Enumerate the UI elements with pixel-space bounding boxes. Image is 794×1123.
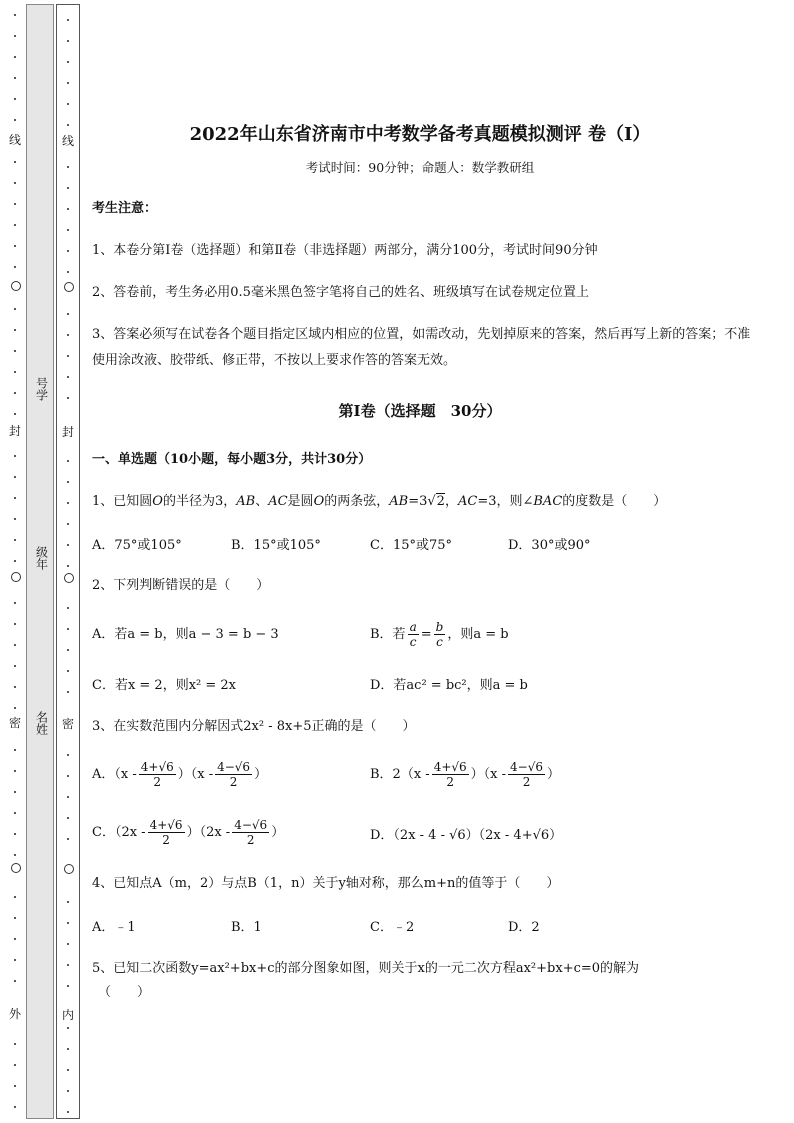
q3-c-fraction-2 [232, 818, 269, 847]
label-text: 名姓 [34, 711, 49, 735]
q3-a-text: ）（x - [177, 767, 214, 782]
binding-dot [14, 329, 16, 331]
question-2-stem: 2、下列判断错误的是（ ） [92, 578, 270, 593]
binding-dot [14, 224, 16, 226]
binding-dot [14, 938, 16, 940]
binding-dot [14, 917, 16, 919]
binding-dot [14, 770, 16, 772]
q1-option-a[interactable]: A．75°或105° [92, 538, 182, 553]
binding-dot [67, 124, 69, 126]
binding-margin [0, 0, 82, 1123]
binding-dot [14, 56, 16, 58]
q1-var-o: O [313, 494, 325, 509]
binding-dot [14, 749, 16, 751]
binding-dot [14, 14, 16, 16]
q1-var-ab: AB [389, 494, 409, 509]
binding-dot [67, 901, 69, 903]
margin-char-xian: 线 [61, 134, 74, 148]
binding-dot [14, 245, 16, 247]
binding-dot [14, 308, 16, 310]
question-3-stem: 3、在实数范围内分解因式2x² - 8x+5正确的是（ ） [92, 719, 416, 734]
q3-option-b[interactable] [370, 760, 560, 789]
part-title: 一、单选题（10小题，每小题3分，共计30分） [92, 452, 372, 467]
frac-num: b [435, 620, 444, 634]
q1-var-ac: AC [457, 494, 478, 509]
binding-dot [14, 959, 16, 961]
binding-dot [14, 119, 16, 121]
binding-dot [67, 271, 69, 273]
binding-dot [67, 313, 69, 315]
binding-dot [67, 775, 69, 777]
label-student-number [27, 377, 55, 405]
binding-dot [67, 61, 69, 63]
q3-a-text: A．（x - [92, 767, 137, 782]
q1-text: 的两条弦， [324, 494, 390, 509]
q2-b-fraction-1 [408, 620, 419, 649]
binding-dot [14, 812, 16, 814]
binding-dot [14, 623, 16, 625]
binding-dot [14, 35, 16, 37]
q3-a-fraction-1 [139, 760, 176, 789]
q2-option-b[interactable] [370, 620, 509, 649]
margin-circle-1 [11, 281, 21, 291]
binding-dot [14, 350, 16, 352]
frac-den: 2 [246, 833, 255, 847]
q1-text: 的度数是（ ） [562, 494, 667, 509]
binding-dot [67, 565, 69, 567]
q2-option-c[interactable]: C．若x = 2，则x² = 2x [92, 678, 237, 693]
q1-option-d[interactable]: D．30°或90° [508, 538, 591, 553]
binding-dot [14, 203, 16, 205]
binding-dot [14, 1043, 16, 1045]
binding-dot [14, 392, 16, 394]
question-5-blank: （ ） [98, 985, 151, 1000]
frac-den: 2 [162, 833, 170, 847]
question-5-stem: 5、已知二次函数y=ax²+bx+c的部分图象如图，则关于x的一元二次方程ax²+bx+c=0的解为 [92, 961, 640, 976]
binding-dot [14, 1064, 16, 1066]
q3-c-fraction-1 [148, 818, 185, 847]
binding-dot [14, 476, 16, 478]
binding-dot [67, 796, 69, 798]
q1-text: 的半径为3， [162, 494, 237, 509]
frac-den: c [436, 635, 443, 649]
q3-option-d[interactable]: D．（2x - 4 - √6）（2x - 4+√6） [370, 828, 563, 843]
q3-b-fraction-2 [508, 760, 545, 789]
binding-dot [67, 649, 69, 651]
q2-b-fraction-2 [434, 620, 446, 649]
binding-dot [14, 98, 16, 100]
notice-item-1: 1、本卷分第Ⅰ卷（选择题）和第Ⅱ卷（非选择题）两部分，满分100分，考试时间90分钟 [92, 243, 598, 258]
q1-text: 、 [255, 494, 269, 509]
binding-dot [67, 40, 69, 42]
margin-char-feng: 封 [61, 425, 74, 439]
binding-dot [67, 1090, 69, 1092]
exam-title: 2022年山东省济南市中考数学备考真题模拟测评 卷（Ⅰ） [189, 124, 651, 145]
binding-dot [67, 943, 69, 945]
q3-c-text: ）（2x - [186, 825, 231, 840]
binding-dot [67, 523, 69, 525]
question-1-stem: 1、已知圆O的半径为3，AB、AC是圆O的两条弦，AB=3√2，AC=3，则∠BAC的度数是（ ） [92, 494, 667, 509]
label-text: 级年 [34, 546, 49, 570]
margin-circle-1 [64, 282, 74, 292]
binding-dot [67, 838, 69, 840]
q1-text: =3，则∠ [477, 494, 534, 509]
q2-b-text: ，则a = b [447, 627, 509, 642]
frac-den: 2 [522, 775, 531, 789]
binding-dot [14, 518, 16, 520]
binding-dot [67, 985, 69, 987]
binding-dot [14, 497, 16, 499]
binding-dot [67, 397, 69, 399]
q1-var-ab: AB [236, 494, 256, 509]
binding-dot [14, 686, 16, 688]
frac-num: 4+√6 [433, 760, 467, 774]
margin-char-mi: 密 [8, 716, 21, 730]
binding-dot [14, 896, 16, 898]
binding-dot [14, 266, 16, 268]
binding-dot [14, 371, 16, 373]
q1-text: 1、已知圆 [92, 494, 153, 509]
binding-dot [67, 670, 69, 672]
binding-dot [14, 791, 16, 793]
binding-dot [14, 161, 16, 163]
binding-dot [67, 355, 69, 357]
binding-dot [14, 413, 16, 415]
section-title: 第Ⅰ卷（选择题 30分） [338, 402, 502, 420]
q2-option-a[interactable]: A．若a = b，则a − 3 = b − 3 [92, 627, 279, 642]
margin-char-mi: 密 [61, 717, 74, 731]
margin-char-feng: 封 [8, 424, 21, 438]
frac-num: 4−√6 [234, 818, 268, 832]
binding-dot [14, 1085, 16, 1087]
binding-dot [67, 502, 69, 504]
binding-dot [67, 376, 69, 378]
binding-dot [67, 82, 69, 84]
q1-option-b[interactable]: B．15°或105° [231, 538, 321, 553]
binding-dot [67, 1111, 69, 1113]
q1-var-o: O [152, 494, 163, 509]
margin-char-nei: 内 [61, 1008, 74, 1022]
q1-var-ac: AC [268, 494, 288, 509]
frac-den: 2 [153, 775, 162, 789]
binding-dot [67, 208, 69, 210]
frac-num: 4+√6 [149, 818, 183, 832]
exam-subtitle: 考试时间：90分钟；命题人：数学教研组 [305, 160, 535, 175]
q3-b-fraction-1 [432, 760, 469, 789]
binding-dot [67, 1027, 69, 1029]
binding-dot [14, 77, 16, 79]
binding-dot [67, 607, 69, 609]
binding-dot [14, 455, 16, 457]
binding-dot [14, 707, 16, 709]
frac-den: 2 [229, 775, 238, 789]
binding-dot [14, 560, 16, 562]
q3-option-a[interactable] [92, 760, 267, 789]
binding-dot [14, 665, 16, 667]
margin-circle-3 [64, 864, 74, 874]
student-info-column [26, 4, 54, 1119]
margin-circle-2 [11, 572, 21, 582]
binding-dot [67, 544, 69, 546]
notice-heading: 考生注意： [92, 201, 158, 216]
binding-dot [14, 602, 16, 604]
binding-dot [14, 833, 16, 835]
binding-dot [67, 229, 69, 231]
binding-dot [67, 166, 69, 168]
frac-den: c [409, 635, 417, 649]
frac-num: 4−√6 [510, 760, 544, 774]
binding-dot [67, 691, 69, 693]
frac-den: 2 [446, 775, 454, 789]
q3-c-text: ） [271, 825, 285, 840]
binding-dot [67, 1048, 69, 1050]
binding-dot [14, 1106, 16, 1108]
binding-dot [67, 964, 69, 966]
q3-b-text: B．2（x - [370, 767, 430, 782]
q1-sqrt-value: 2 [436, 494, 445, 509]
binding-dot [14, 980, 16, 982]
binding-dot [67, 334, 69, 336]
q3-a-fraction-2 [215, 760, 252, 789]
binding-dot [67, 817, 69, 819]
q2-option-d[interactable]: D．若ac² = bc²，则a = b [370, 678, 528, 693]
margin-circle-2 [64, 573, 74, 583]
q1-text: ， [444, 494, 458, 509]
notice-item-2: 2、答卷前，考生务必用0.5毫米黑色签字笔将自己的姓名、班级填写在试卷规定位置上 [92, 285, 589, 300]
binding-dot [67, 187, 69, 189]
q4-option-c[interactable]: C．﹣2 [370, 920, 415, 935]
binding-dot [67, 922, 69, 924]
margin-char-xian: 线 [8, 133, 21, 147]
q3-a-text: ） [254, 767, 268, 782]
binding-dot [67, 754, 69, 756]
label-text: 号学 [34, 377, 49, 401]
binding-dot [14, 182, 16, 184]
q2-b-eq: = [420, 627, 432, 642]
binding-dot [67, 103, 69, 105]
binding-dot [67, 460, 69, 462]
outer-dotted-column [4, 0, 26, 1123]
binding-dot [67, 19, 69, 21]
q1-text: =3 [408, 494, 428, 509]
q4-option-a[interactable]: A．﹣1 [92, 920, 136, 935]
q4-option-b[interactable]: B．1 [231, 920, 262, 935]
frac-num: a [409, 620, 417, 634]
label-grade [27, 546, 55, 574]
margin-circle-3 [11, 863, 21, 873]
q3-b-text: ） [547, 767, 561, 782]
binding-dot [14, 854, 16, 856]
question-4-stem: 4、已知点A（m，2）与点B（1，n）关于y轴对称，那么m+n的值等于（ ） [92, 876, 560, 891]
frac-num: 4+√6 [140, 760, 174, 774]
binding-dot [14, 539, 16, 541]
margin-char-wai: 外 [8, 1007, 21, 1021]
q1-text: 是圆 [287, 494, 314, 509]
notice-item-3: 3、答案必须写在试卷各个题目指定区域内相应的位置，如需改动，先划掉原来的答案，然后再写上新的答案；不准使用涂改液、胶带纸、修正带，不按以上要求作答的答案无效。 [92, 327, 751, 368]
label-name [27, 711, 55, 739]
q4-option-d[interactable]: D．2 [508, 920, 540, 935]
binding-dot [14, 644, 16, 646]
frac-num: 4−√6 [217, 760, 251, 774]
q1-option-c[interactable]: C．15°或75° [370, 538, 453, 553]
q3-b-text: ）（x - [470, 767, 507, 782]
binding-dot [67, 481, 69, 483]
q1-var-bac: BAC [533, 494, 563, 509]
binding-dot [67, 250, 69, 252]
q3-option-c[interactable] [92, 818, 284, 847]
q2-b-text: B．若 [370, 627, 406, 642]
inner-dotted-column [56, 4, 80, 1119]
binding-dot [67, 1069, 69, 1071]
q3-c-text: C．（2x - [92, 825, 146, 840]
binding-dot [67, 628, 69, 630]
